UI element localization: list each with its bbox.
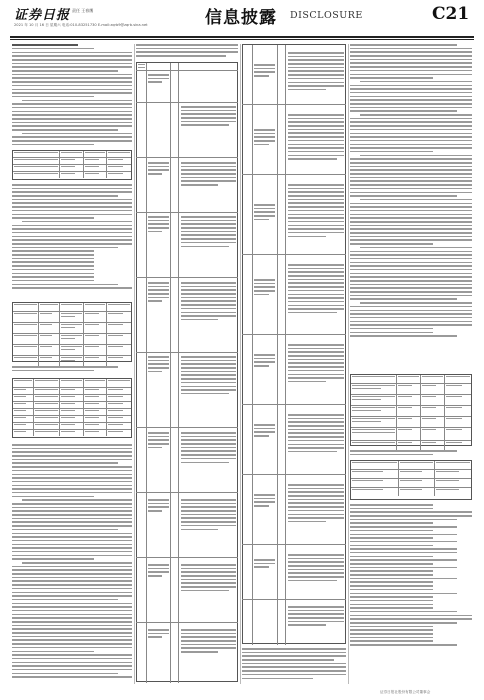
data-table — [12, 378, 132, 438]
page-number: C21 — [432, 4, 470, 24]
dateline: 2021 年 10 月 16 日 星期六 电话:010-83251730 E-mail:zqrb9@zqrb.sina.net — [14, 23, 148, 27]
column-4 — [350, 44, 472, 684]
cell-text — [148, 74, 168, 85]
cell-text — [148, 564, 168, 579]
cell-text — [288, 114, 344, 162]
cell-text — [254, 129, 275, 147]
cell-text — [148, 216, 168, 234]
cell-text — [181, 432, 236, 465]
text-block — [136, 44, 238, 59]
cell-text — [181, 499, 236, 532]
text-block — [242, 648, 346, 681]
text-block — [350, 504, 472, 648]
cell-text — [181, 564, 236, 594]
cell-text — [148, 432, 168, 450]
column-divider — [240, 44, 241, 684]
cell-text — [148, 629, 168, 640]
cell-text — [288, 52, 344, 93]
cell-text — [288, 414, 344, 455]
header-rule-thick — [10, 36, 474, 38]
cell-text — [148, 162, 168, 177]
column-1 — [12, 44, 132, 684]
section-title-english: DISCLOSURE — [290, 10, 363, 21]
footer-note: 证券日报社股份有限公司董事会 — [380, 690, 431, 694]
data-table — [12, 302, 132, 362]
header-rule-thin — [10, 39, 474, 40]
text-block — [350, 44, 472, 339]
cell-text — [254, 559, 275, 570]
cell-text — [148, 499, 168, 514]
newspaper-logo: 证券日报 — [14, 8, 71, 23]
masthead — [0, 0, 484, 40]
cell-text — [288, 606, 344, 628]
cell-text — [254, 204, 275, 222]
cell-text — [288, 184, 344, 239]
cell-text — [288, 344, 344, 385]
cell-text — [148, 356, 168, 374]
text-block — [350, 450, 472, 457]
column-2 — [136, 44, 238, 684]
data-table — [350, 460, 472, 500]
cell-text — [148, 282, 168, 304]
text-block — [12, 444, 132, 680]
cell-text — [254, 64, 275, 79]
text-block — [12, 44, 132, 148]
data-table — [350, 374, 472, 446]
cell-text — [181, 629, 236, 655]
column-divider — [348, 44, 349, 684]
column-3 — [242, 44, 346, 684]
text-block — [12, 184, 132, 291]
data-table — [12, 150, 132, 180]
edition-editor: 责任 王春鹰 — [72, 8, 94, 13]
cell-text — [288, 484, 344, 525]
cell-text — [288, 264, 344, 316]
cell-text — [254, 279, 275, 297]
cell-text — [181, 282, 236, 323]
cell-text — [181, 216, 236, 249]
column-divider — [134, 44, 135, 684]
cell-text — [254, 424, 275, 439]
cell-text — [254, 494, 275, 509]
cell-text — [181, 162, 236, 188]
cell-text — [181, 106, 236, 128]
cell-text — [254, 354, 275, 369]
section-title-chinese: 信息披露 — [205, 8, 277, 28]
cell-text — [181, 356, 236, 397]
cell-text — [288, 554, 344, 584]
text-block — [12, 366, 132, 373]
